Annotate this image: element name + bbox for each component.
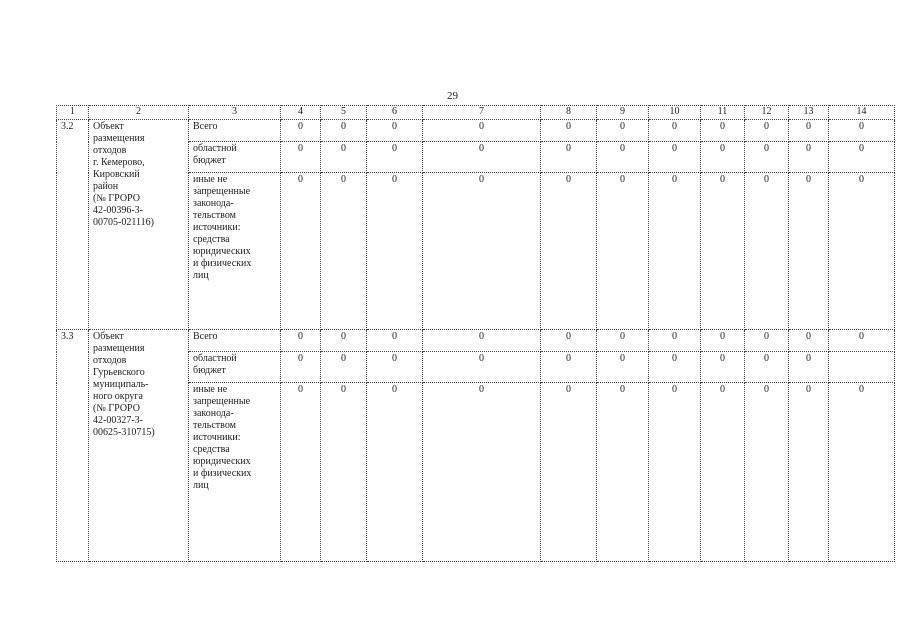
amount-cell: 0 — [321, 383, 367, 562]
amount-cell: 0 — [423, 120, 541, 142]
amount-cell: 0 — [367, 383, 423, 562]
amount-cell: 0 — [597, 173, 649, 330]
amount-cell: 0 — [321, 352, 367, 383]
amount-cell: 0 — [789, 383, 829, 562]
amount-cell: 0 — [789, 173, 829, 330]
row-number: 3.2 — [57, 120, 89, 330]
funding-source: Всего — [189, 330, 281, 352]
funding-source: Всего — [189, 120, 281, 142]
amount-cell: 0 — [423, 383, 541, 562]
amount-cell: 0 — [541, 120, 597, 142]
amount-cell: 0 — [541, 330, 597, 352]
amount-cell: 0 — [423, 142, 541, 173]
funding-source: областной бюджет — [189, 352, 281, 383]
amount-cell: 0 — [829, 142, 895, 173]
amount-cell: 0 — [649, 352, 701, 383]
amount-cell: 0 — [789, 120, 829, 142]
amount-cell: 0 — [701, 383, 745, 562]
amount-cell: 0 — [541, 142, 597, 173]
column-number: 11 — [701, 106, 745, 120]
amount-cell: 0 — [281, 173, 321, 330]
column-number: 4 — [281, 106, 321, 120]
amount-cell: 0 — [367, 330, 423, 352]
amount-cell: 0 — [649, 383, 701, 562]
amount-cell: 0 — [541, 352, 597, 383]
amount-cell: 0 — [829, 383, 895, 562]
amount-cell: 0 — [745, 383, 789, 562]
amount-cell: 0 — [321, 142, 367, 173]
column-number-header — [57, 106, 895, 120]
amount-cell: 0 — [281, 142, 321, 173]
column-number: 1 — [57, 106, 89, 120]
amount-cell: 0 — [745, 352, 789, 383]
amount-cell: 0 — [829, 330, 895, 352]
column-number: 12 — [745, 106, 789, 120]
amount-cell: 0 — [745, 142, 789, 173]
amount-cell: 0 — [701, 142, 745, 173]
amount-cell: 0 — [281, 120, 321, 142]
column-number: 2 — [89, 106, 189, 120]
amount-cell: 0 — [597, 330, 649, 352]
table-row — [57, 330, 895, 352]
page-number: 29 — [447, 90, 458, 102]
amount-cell: 0 — [745, 330, 789, 352]
amount-cell: 0 — [649, 142, 701, 173]
amount-cell: 0 — [423, 352, 541, 383]
amount-cell: 0 — [281, 383, 321, 562]
amount-cell: 0 — [597, 352, 649, 383]
amount-cell: 0 — [597, 120, 649, 142]
table-row — [57, 120, 895, 142]
funding-source: иные не запрещенные законода- тельством источники: средства юридических и физических лиц — [189, 173, 281, 330]
object-description: Объект размещения отходов Гурьевского муниципаль- ного округа (№ ГРОРО 42-00327-3- 00625-310715) — [89, 330, 189, 562]
amount-cell: 0 — [701, 120, 745, 142]
amount-cell: 0 — [745, 173, 789, 330]
amount-cell: 0 — [649, 173, 701, 330]
amount-cell: 0 — [745, 120, 789, 142]
amount-cell: 0 — [367, 120, 423, 142]
amount-cell: 0 — [701, 173, 745, 330]
column-number: 10 — [649, 106, 701, 120]
column-number: 6 — [367, 106, 423, 120]
amount-cell: 0 — [321, 120, 367, 142]
amount-cell: 0 — [701, 330, 745, 352]
amount-cell: 0 — [423, 330, 541, 352]
column-number: 7 — [423, 106, 541, 120]
amount-cell: 0 — [541, 383, 597, 562]
amount-cell: 0 — [423, 173, 541, 330]
amount-cell: 0 — [321, 173, 367, 330]
object-description: Объект размещения отходов г. Кемерово, Кировский район (№ ГРОРО 42-00396-3- 00705-021116) — [89, 120, 189, 330]
funding-source: иные не запрещенные законода- тельством источники: средства юридических и физических лиц — [189, 383, 281, 562]
column-number: 5 — [321, 106, 367, 120]
amount-cell: 0 — [281, 330, 321, 352]
financing-table — [56, 105, 895, 562]
amount-cell: 0 — [829, 120, 895, 142]
amount-cell: 0 — [789, 352, 829, 383]
amount-cell: 0 — [597, 142, 649, 173]
amount-cell: 0 — [281, 352, 321, 383]
column-number: 14 — [829, 106, 895, 120]
amount-cell: 0 — [701, 352, 745, 383]
amount-cell: 0 — [541, 173, 597, 330]
amount-cell: 0 — [789, 142, 829, 173]
row-number: 3.3 — [57, 330, 89, 562]
column-number: 13 — [789, 106, 829, 120]
amount-cell — [829, 352, 895, 383]
amount-cell: 0 — [367, 173, 423, 330]
column-number: 9 — [597, 106, 649, 120]
funding-source: областной бюджет — [189, 142, 281, 173]
amount-cell: 0 — [367, 142, 423, 173]
amount-cell: 0 — [321, 330, 367, 352]
amount-cell: 0 — [789, 330, 829, 352]
amount-cell: 0 — [367, 352, 423, 383]
column-number: 3 — [189, 106, 281, 120]
amount-cell: 0 — [597, 383, 649, 562]
column-number: 8 — [541, 106, 597, 120]
amount-cell: 0 — [649, 330, 701, 352]
amount-cell: 0 — [829, 173, 895, 330]
amount-cell: 0 — [649, 120, 701, 142]
